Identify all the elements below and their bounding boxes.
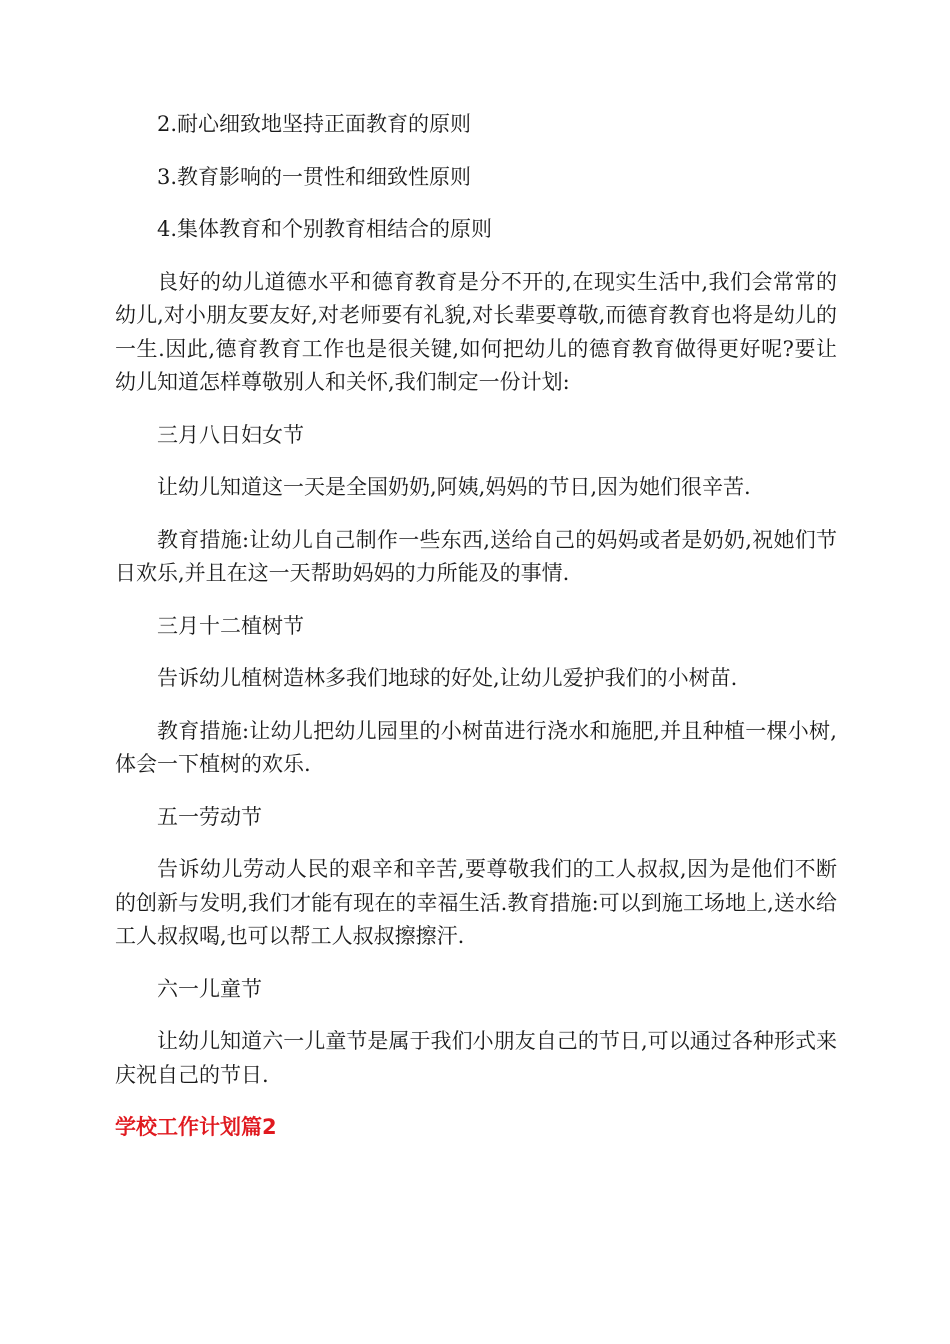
section-heading: 学校工作计划篇2	[115, 1115, 277, 1139]
labor-day-paragraph: 告诉幼儿劳动人民的艰辛和辛苦,要尊敬我们的工人叔叔,因为是他们不断的创新与发明,我们才能有现在的幸福生活.教育措施:可以到施工场地上,送水给工人叔叔喝,也可以帮工人叔叔擦擦汗.	[115, 857, 837, 948]
arbor-day-measures: 教育措施:让幼儿把幼儿园里的小树苗进行浇水和施肥,并且种植一棵小树,体会一下植树的欢乐.	[115, 718, 837, 776]
intro-paragraph: 良好的幼儿道德水平和德育教育是分不开的,在现实生活中,我们会常常的幼儿,对小朋友要友好,对老师要有礼貌,对长辈要尊敬,而德育教育也将是幼儿的一生.因此,德育教育工作也是很关键,如何把幼儿的德育教育做得更好呢?要让幼儿知道怎样尊敬别人和关怀,我们制定一份计划:	[115, 269, 837, 394]
childrens-day-title: 六一儿童节	[157, 976, 262, 1001]
womens-day-title: 三月八日妇女节	[157, 422, 304, 447]
womens-day-goal: 让幼儿知道这一天是全国奶奶,阿姨,妈妈的节日,因为她们很辛苦.	[157, 475, 751, 499]
labor-day-title: 五一劳动节	[157, 804, 262, 829]
document-page	[115, 108, 837, 1145]
principle-item-4: 4.集体教育和个别教育相结合的原则	[157, 217, 493, 241]
arbor-day-goal: 告诉幼儿植树造林多我们地球的好处,让幼儿爱护我们的小树苗.	[157, 666, 738, 690]
principle-item-3: 3.教育影响的一贯性和细致性原则	[157, 164, 472, 189]
childrens-day-paragraph: 让幼儿知道六一儿童节是属于我们小朋友自己的节日,可以通过各种形式来庆祝自己的节日.	[115, 1029, 837, 1087]
arbor-day-title: 三月十二植树节	[157, 613, 304, 638]
principle-item-2: 2.耐心细致地坚持正面教育的原则	[157, 112, 472, 136]
womens-day-measures: 教育措施:让幼儿自己制作一些东西,送给自己的妈妈或者是奶奶,祝她们节日欢乐,并且在这一天帮助妈妈的力所能及的事情.	[115, 527, 837, 585]
